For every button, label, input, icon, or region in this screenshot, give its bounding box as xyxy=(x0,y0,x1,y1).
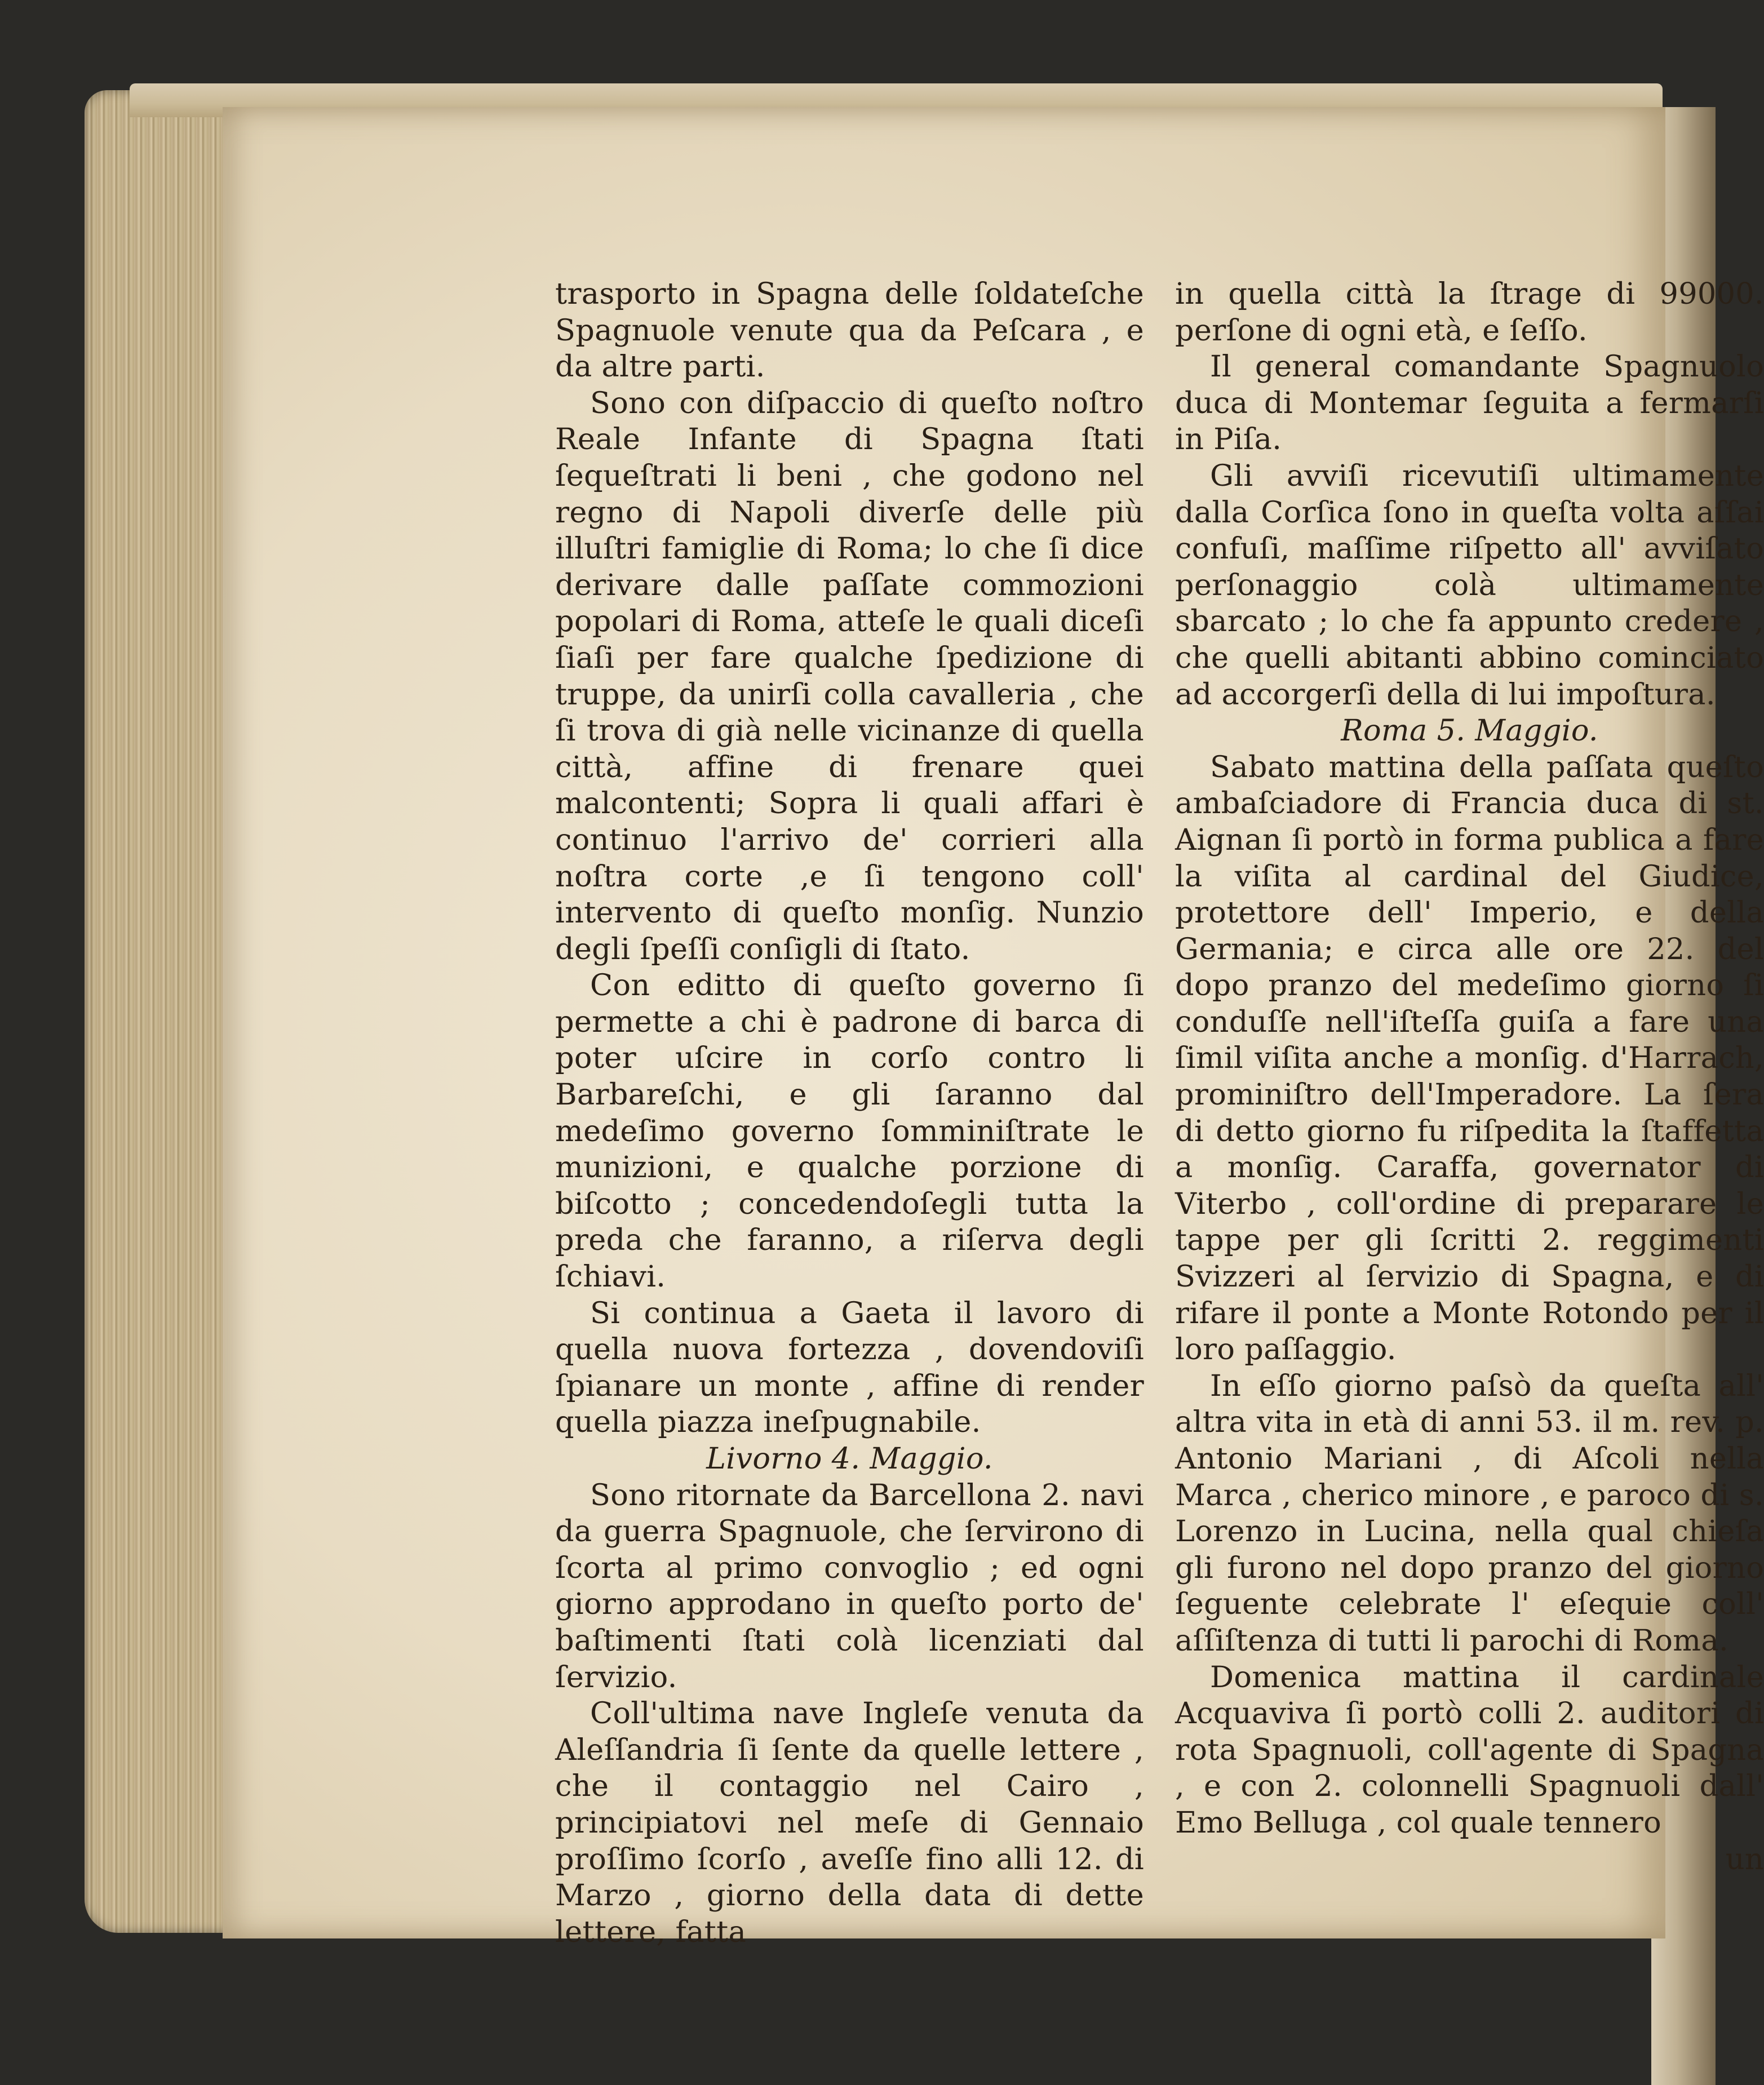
left-text-column xyxy=(555,276,1144,1950)
paragraph: Sabato mattina della paſſata queſto ambaſciadore di Francia duca di st. Aignan ſi portò in forma publica a fare la viſita al cardinal del Giudice, protettore dell' Imperio, e della Germania; e circa alle ore 22. del dopo pranzo del medeſimo giorno ſi conduſſe nell'iſteſſa guiſa a fare una ſimil viſita anche a monſig. d'Harrach, prominiſtro dell'Imperadore. La ſera di detto giorno fu riſpedita la ſtaffetta a monſig. Caraffa, governator di Viterbo , coll'ordine di preparare le tappe per gli ſcritti 2. reggimenti Svizzeri al ſervizio di Spagna, e di rifare il ponte a Monte Rotondo per il loro paſſaggio. xyxy=(1175,749,1764,1367)
paragraph: In eſſo giorno paſsò da queſta all' altra vita in età di anni 53. il m. rev. p. Antonio Mariani , di Aſcoli nella Marca , cherico minore , e paroco di s. Lorenzo in Lucina, nella qual chieſa gli furono nel dopo pranzo del giorno ſeguente celebrate l' eſequie coll' aſſiſtenza di tutti li parochi di Roma. xyxy=(1175,1368,1764,1658)
book-page xyxy=(223,107,1764,1949)
paragraph: Sono con diſpaccio di queſto noſtro Reale Infante di Spagna ſtati ſequeſtrati li beni , che godono nel regno di Napoli diverſe delle più illuſtri famiglie di Roma; lo che ſi dice derivare dalle paſſate commozioni popolari di Roma, atteſe le quali diceſi ſiaſi per fare qualche ſpedizione di truppe, da unirſi colla cavalleria , che ſi trova di già nelle vicinanze di quella città, affine di frenare quei malcontenti; Sopra li quali affari è continuo l'arrivo de' corrieri alla noſtra corte ,e ſi tengono coll' intervento di queſto monſig. Nunzio degli ſpeſſi conſigli di ſtato. xyxy=(555,385,1144,966)
right-text-column xyxy=(1175,276,1764,1878)
paragraph: Coll'ultima nave Ingleſe venuta da Aleſſandria ſi ſente da quelle lettere , che il contaggio nel Cairo , principiatovi nel meſe di Gennaio proſſimo ſcorſo , aveſſe fino alli 12. di Marzo , giorno della data di dette lettere, fatta xyxy=(555,1696,1144,1949)
paragraph: trasporto in Spagna delle ſoldateſche Spagnuole venute qua da Peſcara , e da altre parti. xyxy=(555,277,1144,384)
paragraph: Si continua a Gaeta il lavoro di quella nuova fortezza , dovendoviſi ſpianare un monte , affine di render quella piazza ineſpugnabile. xyxy=(555,1296,1144,1440)
paragraph: Gli avviſi ricevutiſi ultimamente dalla Corſica ſono in queſta volta aſſai confuſi, maſſime riſpetto all' avviſato perſonaggio colà ultimamente sbarcato ; lo che fa appunto credere , che quelli abitanti abbino cominciato ad accorgerſi della di lui impoſtura. xyxy=(1175,458,1764,712)
paragraph: Con editto di queſto governo ſi permette a chi è padrone di barca di poter uſcire in corſo contro li Barbareſchi, e gli ſaranno dal medeſimo governo ſomminiſtrate le munizioni, e qualche porzione di biſcotto ; concedendoſegli tutta la preda che faranno, a riſerva degli ſchiavi. xyxy=(555,968,1144,1294)
paragraph: Sono ritornate da Barcellona 2. navi da guerra Spagnuole, che ſervirono di ſcorta al primo convoglio ; ed ogni giorno approdano in queſto porto de' baſtimenti ſtati colà licenziati dal ſervizio. xyxy=(555,1478,1144,1694)
dateline-roma: Roma 5. Maggio. xyxy=(1341,713,1598,748)
paragraph: in quella città la ſtrage di 99000. perſone di ogni età, e ſeſſo. xyxy=(1175,277,1764,348)
dateline-livorno: Livorno 4. Maggio. xyxy=(706,1441,993,1476)
paragraph: Il general comandante Spagnuolo duca di Montemar ſeguita a fermarſi in Piſa. xyxy=(1175,349,1764,457)
catchword: un xyxy=(1725,1842,1764,1876)
paragraph: Domenica mattina il cardinale Acquaviva ſi portò colli 2. auditori di rota Spagnuoli, coll'agente di Spagna , e con 2. colonnelli Spagnuoli dall' Emo Belluga , col quale tennero xyxy=(1175,1660,1764,1840)
